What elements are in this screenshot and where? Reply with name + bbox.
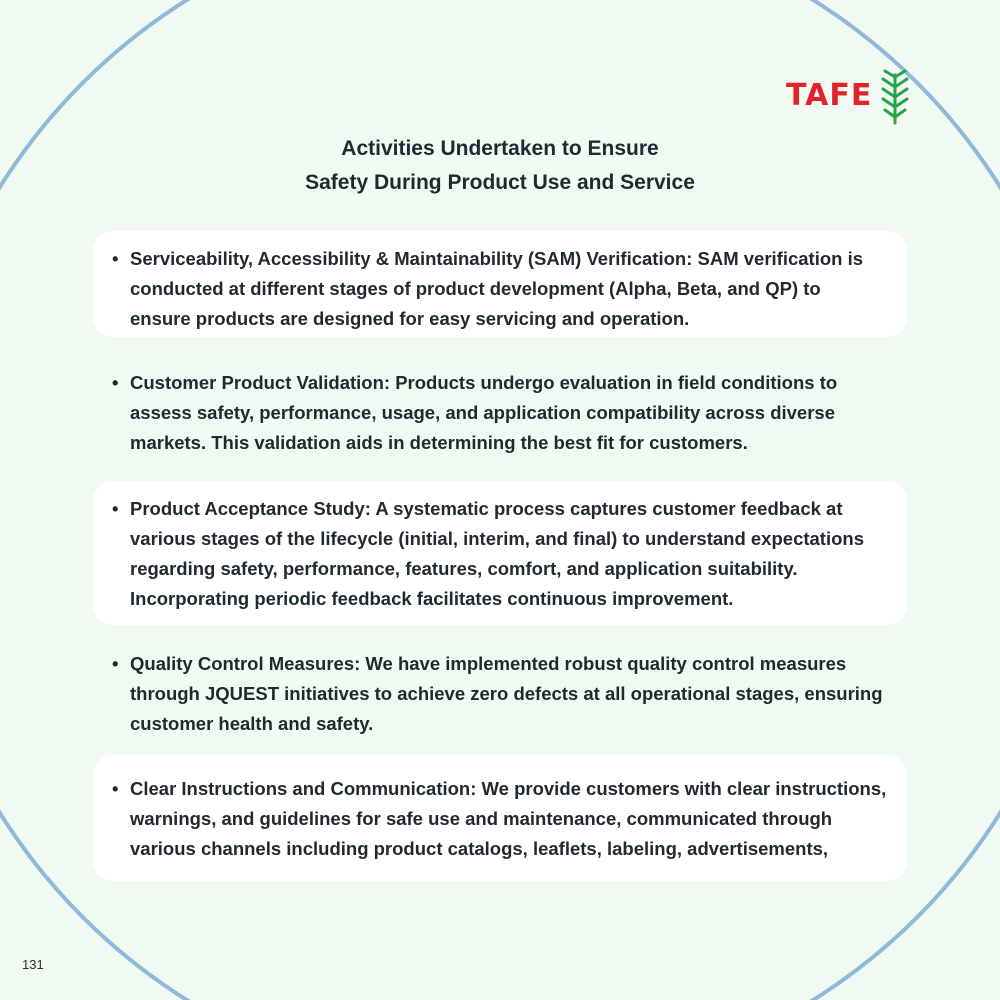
item-text: [112, 494, 889, 614]
item-line: Clear Instructions and Communication: We provide customers with clear instructions,: [130, 778, 887, 799]
tafe-logo: [786, 64, 942, 128]
item-text: [112, 368, 889, 458]
item-line: various stages of the lifecycle (initial, interim, and final) to understand expectations: [130, 528, 864, 549]
item-line: various channels including product catalogs, leaflets, labeling, advertisements,: [130, 838, 829, 859]
item-text: [112, 244, 889, 334]
logo-text: TAFE: [786, 78, 873, 113]
page-number: 131: [22, 957, 44, 972]
item-line: Customer Product Validation: Products undergo evaluation in field conditions to: [130, 372, 838, 393]
item-line: warnings, and guidelines for safe use and maintenance, communicated through: [130, 808, 833, 829]
item-line: Quality Control Measures: We have implemented robust quality control measures: [130, 653, 847, 674]
item-line: markets. This validation aids in determining the best fit for customers.: [130, 432, 748, 453]
list-item-customer-product-validation: [93, 368, 907, 458]
item-line: assess safety, performance, usage, and application compatibility across diverse: [130, 402, 835, 423]
item-line: through JQUEST initiatives to achieve zero defects at all operational stages, ensuring: [130, 683, 883, 704]
title-line: Activities Undertaken to Ensure: [341, 137, 659, 160]
title-line: Safety During Product Use and Service: [305, 171, 695, 194]
list-item-quality-control-measures: [93, 649, 907, 739]
bullet-icon: •: [112, 248, 119, 269]
leaf-icon: [878, 67, 912, 125]
bullet-icon: •: [112, 372, 119, 393]
item-line: ensure products are designed for easy servicing and operation.: [130, 308, 690, 329]
list-item-product-acceptance-study: [93, 481, 907, 625]
item-line: customer health and safety.: [130, 713, 374, 734]
page-title: [0, 132, 1000, 200]
bullet-icon: •: [112, 653, 119, 674]
item-line: conducted at different stages of product development (Alpha, Beta, and QP) to: [130, 278, 821, 299]
bullet-icon: •: [112, 498, 119, 519]
bullet-icon: •: [112, 778, 119, 799]
item-text: [112, 774, 889, 864]
item-text: [112, 649, 889, 739]
list-item-clear-instructions: [93, 755, 907, 881]
list-item-sam-verification: [93, 231, 907, 337]
item-line: Product Acceptance Study: A systematic process captures customer feedback at: [130, 498, 843, 519]
item-line: regarding safety, performance, features, comfort, and application suitability.: [130, 558, 798, 579]
item-line: Incorporating periodic feedback facilitates continuous improvement.: [130, 588, 734, 609]
item-line: Serviceability, Accessibility & Maintainability (SAM) Verification: SAM verification is: [130, 248, 864, 269]
